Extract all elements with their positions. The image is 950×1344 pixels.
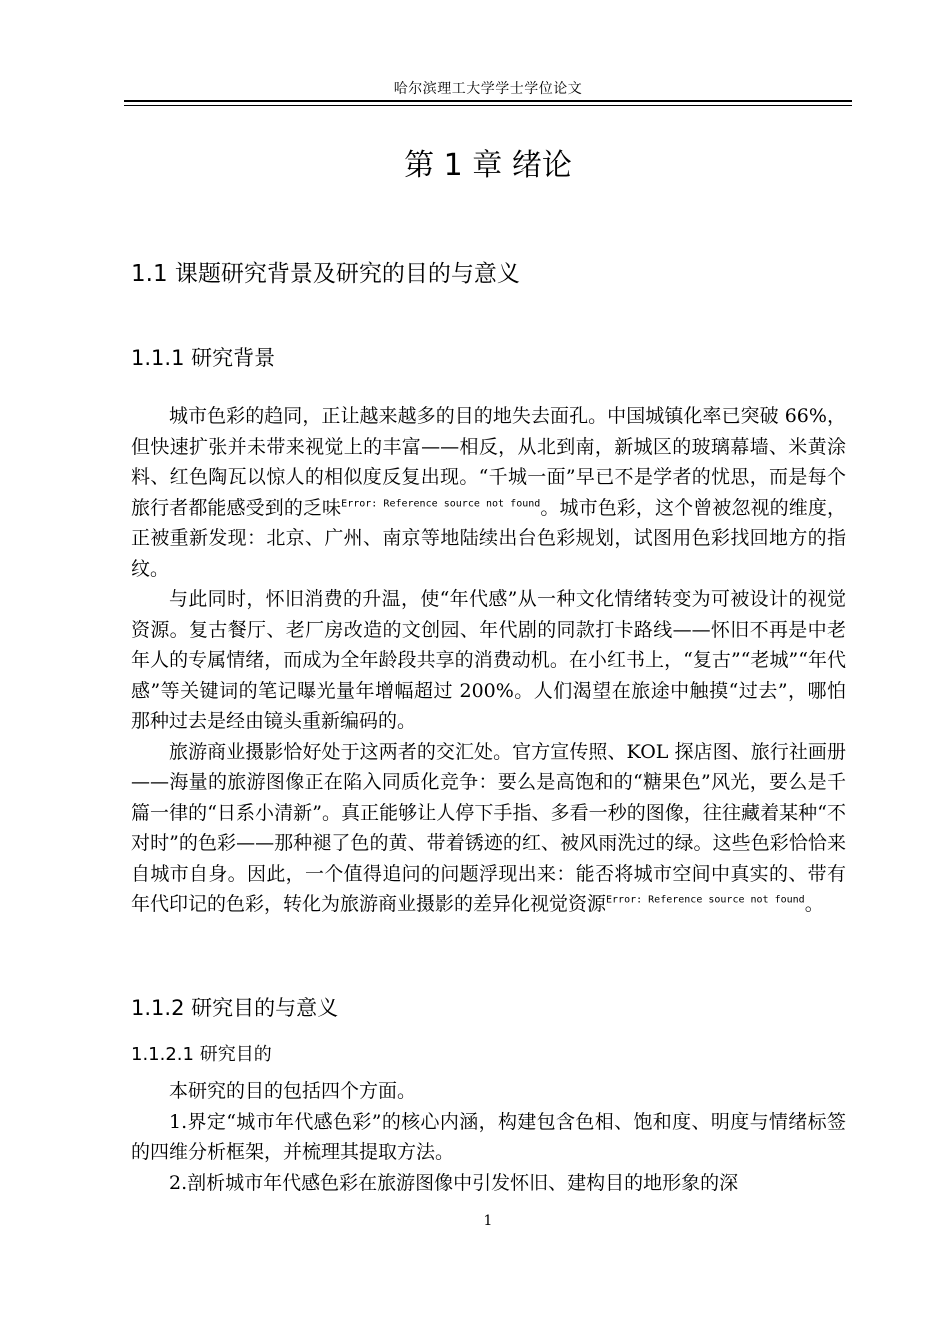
paragraph: 2.剖析城市年代感色彩在旅游图像中引发怀旧、建构目的地形象的深: [169, 1171, 739, 1194]
section-heading-1-1: 1.1 课题研究背景及研究的目的与意义: [131, 261, 520, 287]
paragraph-text: 城市色彩的趋同，正让越来越多的目的地失去面孔。中国城镇化率已突破 66%，但快速扩张并未带来视觉上的丰富——相反，从北到南，新城区的玻璃幕墙、米黄涂料、红色陶瓦以惊人的相似度反复出现。“千城一面”早已不是学者的忧思，而是每个旅行者都能感受到的乏味: [131, 405, 846, 519]
paragraph: 与此同时，怀旧消费的升温，使“年代感”从一种文化情绪转变为可被设计的视觉资源。复古餐厅、老厂房改造的文创园、年代剧的同款打卡路线——怀旧不再是中老年人的专属情绪，而成为全年龄段共享的消费动机。在小红书上，“复古”“老城”“年代感”等关键词的笔记曝光量年增幅超过 200%。人们渴望在旅途中触摸“过去”，哪怕那种过去是经由镜头重新编码的。: [131, 588, 846, 732]
chapter-title: 第 1 章 绪论: [404, 148, 572, 183]
paragraph: [131, 401, 846, 584]
section-heading-1-1-2: 1.1.2 研究目的与意义: [131, 996, 339, 1020]
paragraph-text: 。城市色彩，这个曾被忽视的维度，正被重新发现：北京、广州、南京等地陆续出台色彩规划，试图用色彩找回地方的指纹。: [131, 496, 846, 580]
section-heading-1-1-1: 1.1.1 研究背景: [131, 346, 276, 370]
running-header: 哈尔滨理工大学学士学位论文: [393, 81, 583, 97]
reference-error: Error: Reference source not found: [606, 894, 805, 906]
paragraph-text: 。: [804, 893, 824, 915]
background-body: [131, 401, 846, 920]
purpose-body: [131, 1076, 846, 1198]
paragraph: [131, 737, 846, 920]
header-rule-thin: [124, 105, 852, 106]
header-rule-thick: [124, 100, 852, 102]
page-number: 1: [483, 1213, 493, 1229]
paragraph-text: 旅游商业摄影恰好处于这两者的交汇处。官方宣传照、KOL 探店图、旅行社画册——海量的旅游图像正在陷入同质化竞争：要么是高饱和的“糖果色”风光，要么是千篇一律的“日系小清新”。真正能够让人停下手指、多看一秒的图像，往往藏着某种“不对时”的色彩——那种褪了色的黄、带着锈迹的红、被风雨洗过的绿。这些色彩恰恰来自城市自身。因此，一个值得追问的问题浮现出来：能否将城市空间中真实的、带有年代印记的色彩，转化为旅游商业摄影的差异化视觉资源: [131, 740, 846, 915]
reference-error: Error: Reference source not found: [341, 498, 541, 510]
paragraph: 1.界定“城市年代感色彩”的核心内涵，构建包含色相、饱和度、明度与情绪标签的四维分析框架，并梳理其提取方法。: [131, 1110, 846, 1163]
section-heading-1-1-2-1: 1.1.2.1 研究目的: [131, 1044, 272, 1065]
paragraph: 本研究的目的包括四个方面。: [169, 1080, 417, 1102]
